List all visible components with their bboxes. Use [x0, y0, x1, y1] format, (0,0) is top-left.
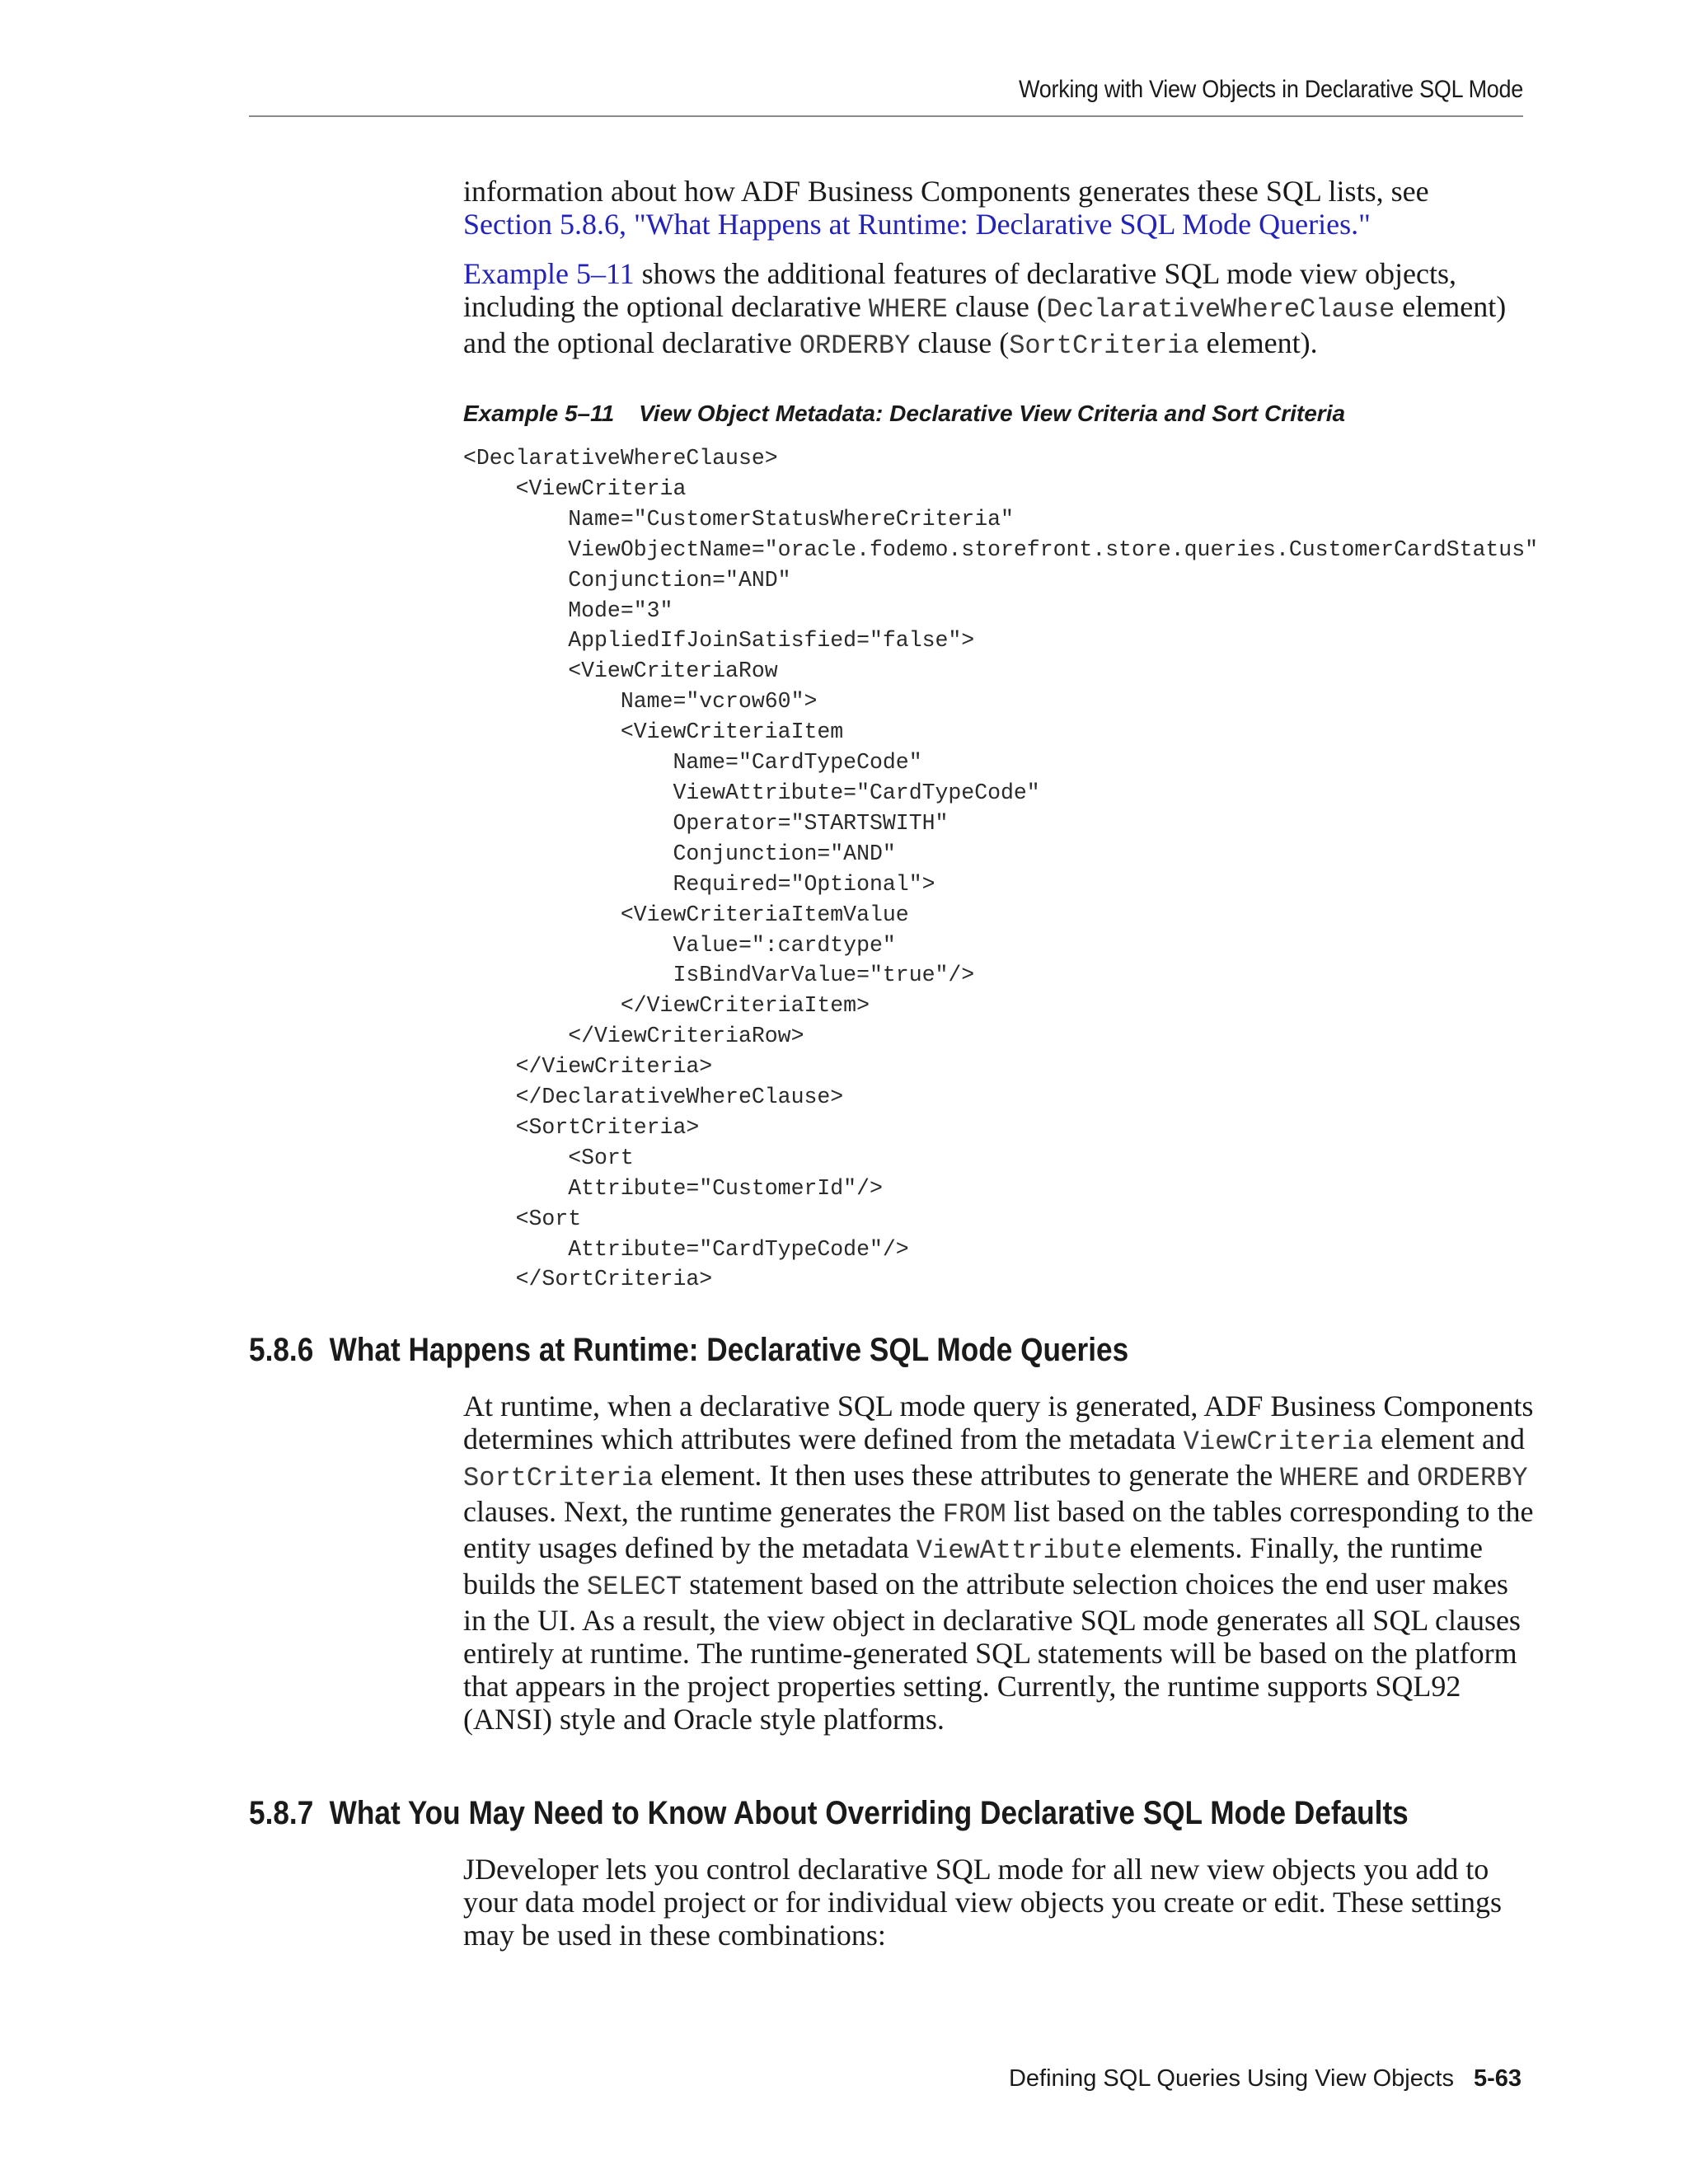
- example-5-11-link[interactable]: Example 5–11: [463, 257, 635, 290]
- s586-text-6: list based on the tables corresponding to the entity usages defined by the metadata: [463, 1495, 1534, 1564]
- s586-text-8: statement based on the attribute selection choices the end user makes in the UI. As a result, the view object in declarative SQL mode generates all SQL clauses entirely at runtime. The runtime-generated SQL statements will be based on the platform that appears in the project properties setting. Currently, the runtime supports SQL92 (ANSI) style and Oracle style platforms.: [463, 1568, 1521, 1736]
- section-number: 5.8.7: [249, 1795, 314, 1831]
- intro-p2-text-e: element).: [1198, 326, 1318, 359]
- section-587-paragraph: JDeveloper lets you control declarative SQL mode for all new view objects you add to your data model project or for individual view objects you create or edit. These settings may be used in these combinations:: [463, 1853, 1502, 1952]
- example-title: View Object Metadata: Declarative View Criteria and Sort Criteria: [639, 401, 1346, 426]
- s586-text-3: element. It then uses these attributes to generate the: [653, 1459, 1281, 1492]
- s586-text-1: At runtime, when a declarative SQL mode query is generated, ADF Business Components determines which attributes were defined from the metadata: [463, 1390, 1534, 1455]
- section-body-586: [463, 1390, 1535, 1736]
- section-title: What You May Need to Know About Overriding Declarative SQL Mode Defaults: [329, 1795, 1409, 1831]
- section-586-link[interactable]: Section 5.8.6, "What Happens at Runtime: Declarative SQL Mode Queries.": [463, 208, 1371, 241]
- code-select: SELECT: [587, 1572, 682, 1602]
- page-footer: [1009, 2065, 1522, 2093]
- section-heading-586: [249, 1332, 1128, 1369]
- code-where-2: WHERE: [1280, 1463, 1360, 1493]
- code-viewattribute: ViewAttribute: [916, 1535, 1123, 1566]
- footer-book-title: Defining SQL Queries Using View Objects: [1008, 2065, 1454, 2092]
- intro-p2-text-d: clause (: [910, 326, 1010, 359]
- s586-text-5: clauses. Next, the runtime generates the: [463, 1495, 943, 1528]
- intro-paragraph-2: [463, 257, 1535, 363]
- section-title: What Happens at Runtime: Declarative SQL Mode Queries: [329, 1332, 1129, 1368]
- code-sortcriteria: SortCriteria: [463, 1463, 654, 1493]
- s586-text-4: and: [1359, 1459, 1418, 1492]
- code-sort-criteria: SortCriteria: [1009, 330, 1199, 361]
- intro-p2-text-c: element) and the optional declarative: [463, 290, 1507, 359]
- section-body-587: [463, 1853, 1535, 1952]
- code-declarative-where-clause: DeclarativeWhereClause: [1046, 294, 1395, 325]
- intro-p2-text-b: clause (: [947, 290, 1047, 323]
- section-number: 5.8.6: [249, 1332, 314, 1368]
- example-number: Example 5–11: [463, 401, 615, 426]
- code-example-block: <DeclarativeWhereClause> <ViewCriteria Name="CustomerStatusWhereCriteria" ViewObjectName="oracle.fodemo.storefront.store.queries.CustomerCardStatus" Conjunction="AND" Mode="3" AppliedIfJoinSatisfied="false"> <ViewCriteriaRow Name="vcrow60"> <ViewCriteriaItem Name="CardTypeCode" ViewAttribute="CardTypeCode" Operator="STARTSWITH" Conjunction="AND" Required="Optional"> <ViewCriteriaItemValue Value=":cardtype" IsBindVarValue="true"/> </ViewCriteriaItem> </ViewCriteriaRow> </ViewCriteria> </DeclarativeWhereClause> <SortCriteria> <Sort Attribute="CustomerId"/> <Sort Attribute="CardTypeCode"/> </SortCriteria>: [463, 446, 1539, 1292]
- intro-p2-text-a: shows the additional features of declarative SQL mode view objects, including the optional declarative: [463, 257, 1456, 323]
- intro-content: [463, 175, 1535, 363]
- section-586-paragraph: [463, 1390, 1535, 1736]
- s586-text-7: elements. Finally, the runtime builds the: [463, 1531, 1484, 1601]
- intro-paragraph-1: [463, 175, 1535, 241]
- code-where: WHERE: [868, 294, 948, 325]
- code-orderby: ORDERBY: [799, 330, 911, 361]
- page-header: [249, 73, 1523, 117]
- code-orderby-2: ORDERBY: [1417, 1463, 1528, 1493]
- intro-p1-text: information about how ADF Business Components generates these SQL lists, see: [463, 175, 1429, 208]
- s586-text-2: element and: [1373, 1422, 1526, 1455]
- code-viewcriteria: ViewCriteria: [1183, 1427, 1374, 1457]
- page-number: 5-63: [1473, 2065, 1522, 2092]
- section-heading-587: [249, 1795, 1409, 1832]
- code-from: FROM: [942, 1499, 1006, 1530]
- running-head: Working with View Objects in Declarative SQL Mode: [1018, 76, 1523, 103]
- example-caption: [463, 401, 1345, 427]
